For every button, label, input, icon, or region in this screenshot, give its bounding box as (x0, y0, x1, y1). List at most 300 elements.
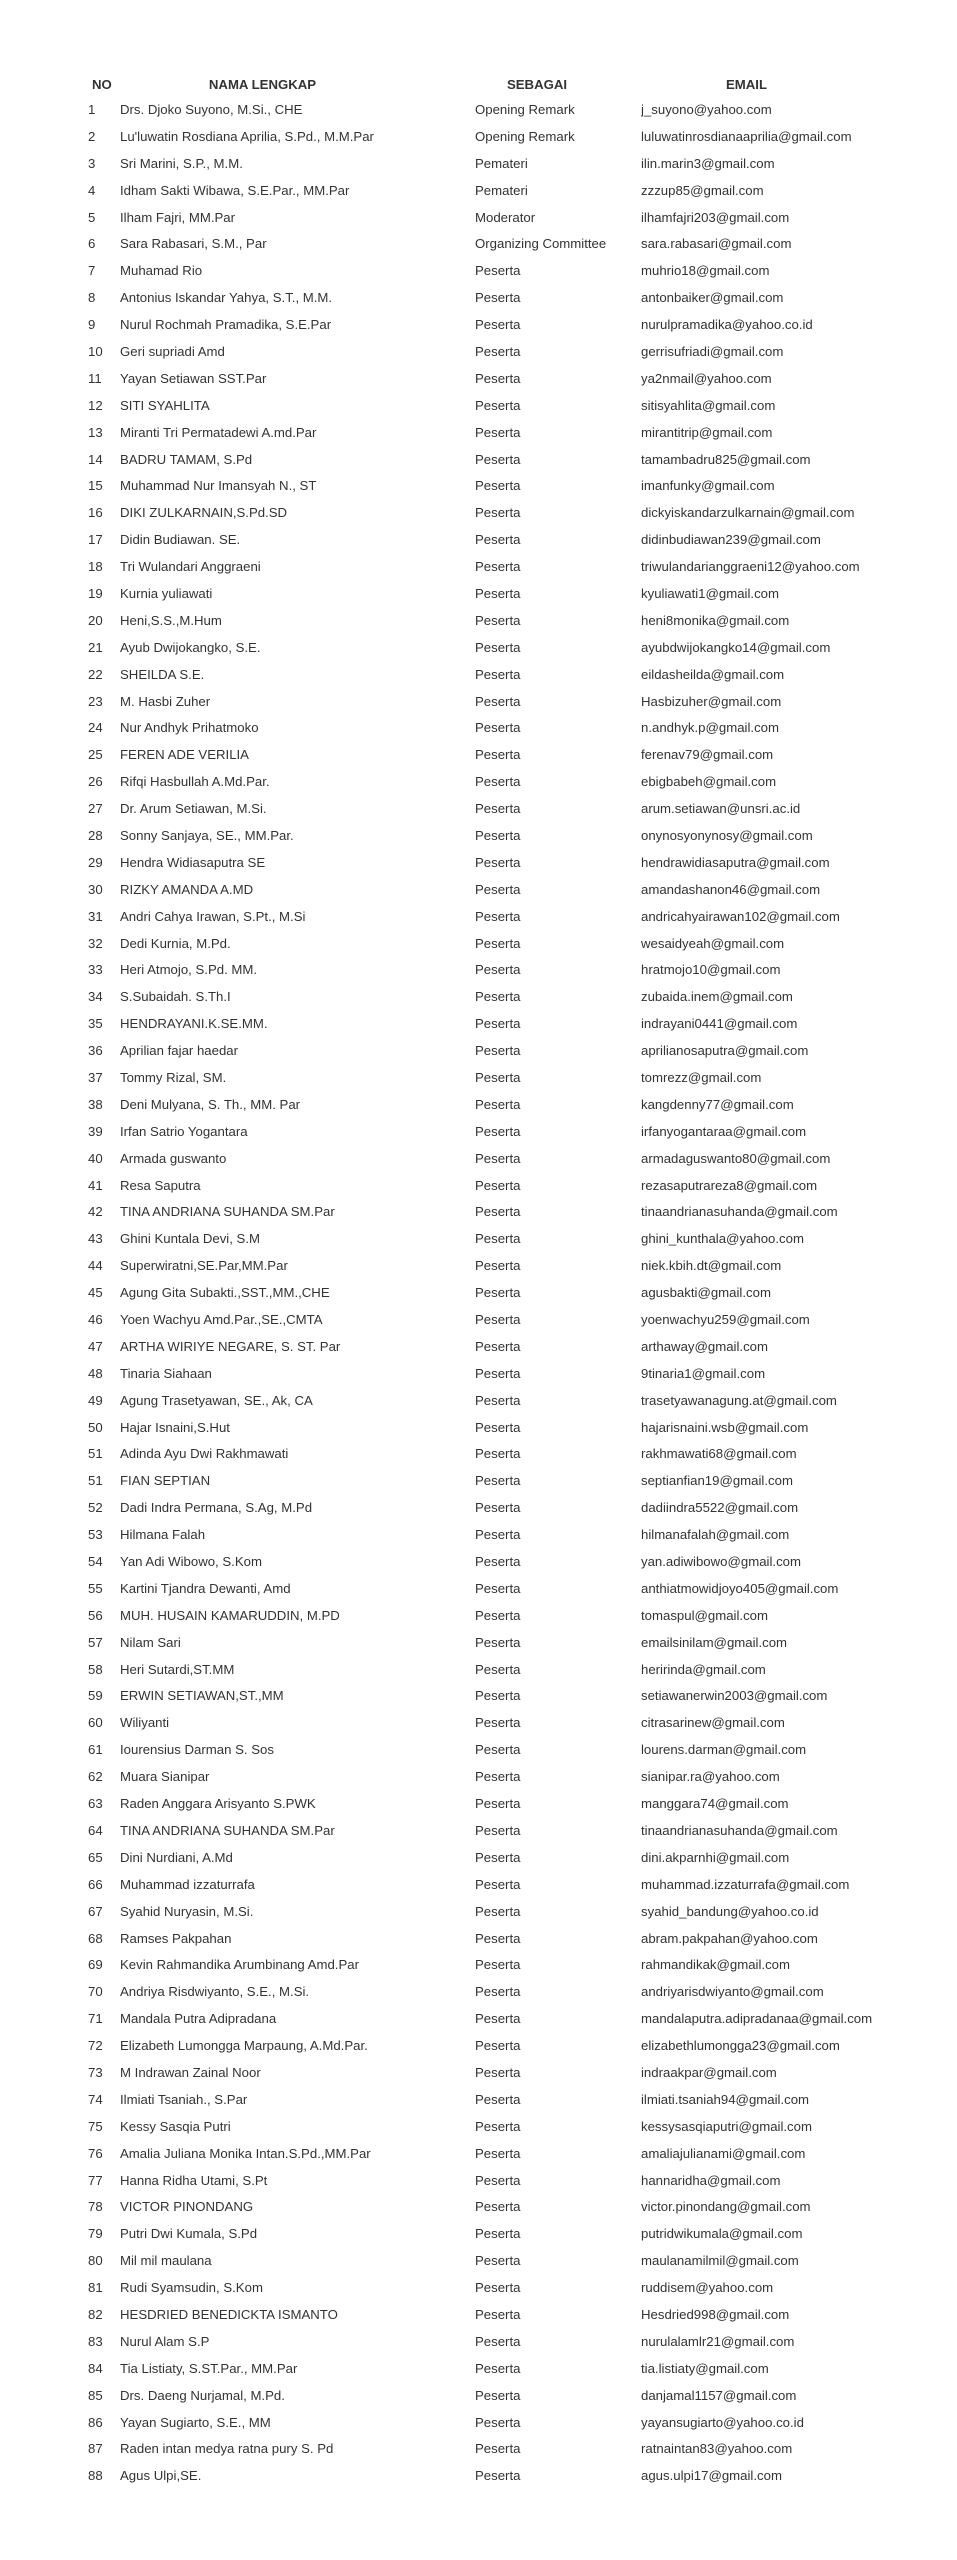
participant-name: Dini Nurdiani, A.Md (120, 1849, 233, 1865)
participant-name: Putri Dwi Kumala, S.Pd (120, 2226, 258, 2242)
participant-role: Peserta (475, 1527, 521, 1543)
table-row (84, 714, 892, 741)
participant-name: Hajar Isnaini,S.Hut (120, 1419, 230, 1435)
row-number: 86 (88, 2414, 103, 2430)
participant-role: Peserta (475, 1742, 521, 1758)
participant-name: MUH. HUSAIN KAMARUDDIN, M.PD (120, 1607, 340, 1623)
participant-name: Yayan Sugiarto, S.E., MM (120, 2414, 271, 2430)
table-row (84, 2462, 892, 2489)
participant-role: Peserta (475, 1634, 521, 1650)
participant-email: niek.kbih.dt@gmail.com (641, 1258, 782, 1274)
table-row (84, 338, 892, 365)
row-number: 70 (88, 1984, 103, 2000)
participant-name: Resa Saputra (120, 1177, 201, 1193)
row-number: 74 (88, 2091, 103, 2107)
table-row (84, 1145, 892, 1172)
participant-email: abram.pakpahan@yahoo.com (641, 1930, 818, 1946)
participant-role: Peserta (475, 1930, 521, 1946)
table-row (84, 177, 892, 204)
participant-role: Peserta (475, 1984, 521, 2000)
participant-email: j_suyono@yahoo.com (641, 101, 772, 117)
participant-name: Tinaria Siahaan (120, 1365, 212, 1381)
participant-email: rahmandikak@gmail.com (641, 1957, 790, 1973)
table-row (84, 446, 892, 473)
participant-role: Peserta (475, 1338, 521, 1354)
header-role: SEBAGAI (506, 76, 568, 92)
participant-name: Didin Budiawan. SE. (120, 532, 241, 548)
table-row (84, 2140, 892, 2167)
participant-name: FIAN SEPTIAN (120, 1473, 211, 1489)
participant-email: ferenav79@gmail.com (641, 747, 774, 763)
participant-email: sianipar.ra@yahoo.com (641, 1769, 780, 1785)
participant-email: tomrezz@gmail.com (641, 1070, 762, 1085)
table-row (84, 1010, 892, 1037)
participant-role: Peserta (475, 2038, 521, 2054)
participant-email: nurulalamlr21@gmail.com (641, 2333, 795, 2349)
participant-role: Peserta (475, 1312, 521, 1328)
participant-email: ilin.marin3@gmail.com (641, 155, 775, 171)
row-number: 14 (88, 451, 103, 467)
participant-table (84, 72, 892, 2489)
participant-email: sitisyahlita@gmail.com (641, 397, 776, 413)
participant-email: andricahyairawan102@gmail.com (641, 908, 840, 924)
participant-role: Peserta (475, 263, 521, 279)
row-number: 34 (88, 989, 103, 1005)
row-number: 16 (88, 505, 103, 521)
participant-role: Peserta (475, 478, 521, 494)
participant-name: Iourensius Darman S. Sos (120, 1742, 274, 1758)
table-row (84, 311, 892, 338)
participant-email: indrayani0441@gmail.com (641, 1016, 798, 1032)
row-number: 59 (88, 1688, 103, 1704)
participant-email: anthiatmowidjoyo405@gmail.com (641, 1580, 839, 1596)
row-number: 62 (88, 1769, 103, 1785)
row-number: 18 (88, 559, 103, 575)
table-row (84, 607, 892, 634)
row-number: 10 (88, 343, 103, 359)
row-number: 88 (88, 2468, 103, 2484)
row-number: 8 (88, 290, 96, 306)
row-number: 55 (88, 1580, 103, 1596)
row-number: 81 (88, 2280, 103, 2296)
table-row (84, 849, 892, 876)
participant-name: Ghini Kuntala Devi, S.M (120, 1231, 260, 1247)
participant-role: Organizing Committee (475, 236, 607, 252)
participant-role: Peserta (475, 1607, 521, 1623)
table-row (84, 1951, 892, 1978)
table-row (84, 553, 892, 580)
participant-email: ebigbabeh@gmail.com (641, 774, 777, 790)
participant-role: Peserta (475, 962, 521, 978)
participant-name: Nilam Sari (120, 1634, 181, 1650)
participant-name: Lu'luwatin Rosdiana Aprilia, S.Pd., M.M.Par (120, 128, 374, 144)
participant-email: putridwikumala@gmail.com (641, 2226, 803, 2242)
participant-email: triwulandarianggraeni12@yahoo.com (641, 559, 860, 575)
table-row (84, 2409, 892, 2436)
participant-email: rakhmawati68@gmail.com (641, 1446, 797, 1462)
row-number: 44 (88, 1258, 103, 1274)
participant-email: kangdenny77@gmail.com (641, 1096, 794, 1112)
participant-name: SHEILDA S.E. (120, 666, 205, 682)
participant-email: tinaandrianasuhanda@gmail.com (641, 1822, 838, 1838)
participant-name: Kartini Tjandra Dewanti, Amd (120, 1580, 291, 1596)
row-number: 45 (88, 1285, 103, 1301)
table-row (84, 688, 892, 715)
participant-email: muhrio18@gmail.com (641, 263, 770, 279)
row-number: 43 (88, 1231, 103, 1247)
row-number: 40 (88, 1150, 103, 1166)
table-row (84, 957, 892, 984)
participant-email: maulanamilmil@gmail.com (641, 2253, 799, 2269)
participant-email: ya2nmail@yahoo.com (641, 370, 772, 386)
table-row (84, 284, 892, 311)
row-number: 48 (88, 1365, 103, 1381)
row-number: 15 (88, 478, 103, 494)
row-number: 38 (88, 1096, 103, 1112)
participant-name: Heni,S.S.,M.Hum (120, 612, 222, 628)
participant-role: Peserta (475, 2145, 521, 2161)
participant-role: Peserta (475, 854, 521, 870)
participant-email: tinaandrianasuhanda@gmail.com (641, 1204, 838, 1220)
participant-email: amaliajulianami@gmail.com (641, 2145, 806, 2161)
participant-role: Peserta (475, 1661, 521, 1677)
row-number: 80 (88, 2253, 103, 2269)
table-row (84, 1575, 892, 1602)
table-row (84, 472, 892, 499)
participant-name: Yoen Wachyu Amd.Par.,SE.,CMTA (120, 1312, 323, 1328)
row-number: 12 (88, 397, 103, 413)
participant-role: Opening Remark (475, 101, 575, 117)
participant-email: nurulpramadika@yahoo.co.id (641, 317, 813, 333)
row-number: 31 (88, 908, 103, 924)
participant-email: septianfian19@gmail.com (641, 1473, 793, 1489)
row-number: 36 (88, 1043, 103, 1059)
table-row (84, 2328, 892, 2355)
participant-role: Peserta (475, 2441, 521, 2457)
row-number: 32 (88, 935, 103, 951)
participant-email: gerrisufriadi@gmail.com (641, 343, 784, 359)
row-number: 65 (88, 1849, 103, 1865)
row-number: 41 (88, 1177, 103, 1193)
participant-name: Drs. Daeng Nurjamal, M.Pd. (120, 2387, 285, 2403)
row-number: 29 (88, 854, 103, 870)
participant-role: Peserta (475, 317, 521, 333)
participant-name: Dadi Indra Permana, S.Ag, M.Pd (120, 1500, 313, 1516)
row-number: 64 (88, 1822, 103, 1838)
participant-name: VICTOR PINONDANG (120, 2199, 254, 2215)
row-number: 35 (88, 1016, 103, 1032)
row-number: 39 (88, 1123, 103, 1139)
participant-name: Mil mil maulana (120, 2253, 212, 2269)
participant-name: Hanna Ridha Utami, S.Pt (120, 2172, 268, 2188)
participant-role: Peserta (475, 2387, 521, 2403)
participant-role: Peserta (475, 1500, 521, 1516)
table-row (84, 499, 892, 526)
participant-role: Peserta (475, 1285, 521, 1301)
row-number: 83 (88, 2333, 103, 2349)
participant-name: Antonius Iskandar Yahya, S.T., M.M. (120, 290, 333, 306)
table-row (84, 2005, 892, 2032)
table-header (84, 72, 892, 96)
table-row (84, 392, 892, 419)
row-number: 9 (88, 317, 96, 333)
participant-email: ilhamfajri203@gmail.com (641, 209, 790, 225)
participant-role: Peserta (475, 801, 521, 817)
participant-email: onynosyonynosy@gmail.com (641, 827, 813, 843)
participant-name: Wiliyanti (120, 1715, 170, 1731)
table-row (84, 1709, 892, 1736)
participant-email: indraakpar@gmail.com (641, 2064, 777, 2080)
participant-role: Peserta (475, 1016, 521, 1032)
participant-role: Peserta (475, 1903, 521, 1919)
row-number: 87 (88, 2441, 103, 2457)
table-row (84, 2301, 892, 2328)
participant-email: elizabethlumongga23@gmail.com (641, 2038, 840, 2054)
participant-role: Peserta (475, 2226, 521, 2242)
participant-email: citrasarinew@gmail.com (641, 1715, 785, 1731)
participant-name: Hendra Widiasaputra SE (120, 854, 266, 870)
participant-role: Peserta (475, 1688, 521, 1704)
row-number: 21 (88, 639, 103, 655)
participant-email: ruddisem@yahoo.com (641, 2280, 774, 2296)
row-number: 76 (88, 2145, 103, 2161)
row-number: 79 (88, 2226, 103, 2242)
table-row (84, 1360, 892, 1387)
row-number: 54 (88, 1554, 103, 1570)
participant-name: M Indrawan Zainal Noor (120, 2064, 261, 2080)
table-row (84, 1118, 892, 1145)
participant-email: arthaway@gmail.com (641, 1338, 768, 1354)
participant-email: tia.listiaty@gmail.com (641, 2360, 769, 2376)
participant-role: Moderator (475, 209, 536, 225)
participant-role: Peserta (475, 585, 521, 601)
row-number: 6 (88, 236, 96, 252)
participant-name: Syahid Nuryasin, M.Si. (120, 1903, 254, 1919)
participant-name: Kevin Rahmandika Arumbinang Amd.Par (120, 1957, 359, 1973)
row-number: 84 (88, 2360, 103, 2376)
table-row (84, 1817, 892, 1844)
participant-email: zubaida.inem@gmail.com (641, 989, 793, 1005)
row-number: 24 (88, 720, 103, 736)
participant-name: TINA ANDRIANA SUHANDA SM.Par (120, 1204, 335, 1220)
row-number: 60 (88, 1715, 103, 1731)
participant-role: Peserta (475, 1150, 521, 1166)
participant-name: Miranti Tri Permatadewi A.md.Par (120, 424, 317, 440)
participant-email: tamambadru825@gmail.com (641, 451, 811, 467)
row-number: 51 (88, 1446, 103, 1462)
participant-role: Peserta (475, 1849, 521, 1865)
table-row (84, 230, 892, 257)
participant-email: manggara74@gmail.com (641, 1796, 789, 1812)
participant-role: Peserta (475, 2118, 521, 2134)
participant-role: Peserta (475, 451, 521, 467)
participant-role: Peserta (475, 532, 521, 548)
row-number: 78 (88, 2199, 103, 2215)
participant-role: Peserta (475, 1123, 521, 1139)
participant-role: Peserta (475, 2172, 521, 2188)
header-name: NAMA LENGKAP (208, 76, 317, 92)
participant-name: Yan Adi Wibowo, S.Kom (120, 1554, 262, 1570)
row-number: 4 (88, 182, 96, 198)
participant-role: Peserta (475, 881, 521, 897)
table-row (84, 2220, 892, 2247)
row-number: 42 (88, 1204, 103, 1220)
participant-role: Peserta (475, 1580, 521, 1596)
row-number: 23 (88, 693, 103, 709)
participant-email: didinbudiawan239@gmail.com (641, 532, 821, 548)
table-row (84, 1494, 892, 1521)
table-row (84, 1790, 892, 1817)
participant-email: n.andhyk.p@gmail.com (641, 720, 779, 736)
participant-role: Peserta (475, 370, 521, 386)
participant-name: Andriya Risdwiyanto, S.E., M.Si. (120, 1984, 310, 2000)
participant-email: heririnda@gmail.com (641, 1661, 766, 1677)
table-row (84, 1467, 892, 1494)
participant-role: Peserta (475, 1419, 521, 1435)
row-number: 75 (88, 2118, 103, 2134)
table-row (84, 2086, 892, 2113)
table-row (84, 96, 892, 123)
participant-email: yayansugiarto@yahoo.co.id (641, 2414, 804, 2430)
participant-email: 9tinaria1@gmail.com (641, 1365, 766, 1381)
table-row (84, 903, 892, 930)
participant-name: Sonny Sanjaya, SE., MM.Par. (120, 827, 294, 843)
participant-name: Heri Sutardi,ST.MM (120, 1661, 235, 1677)
header-row (84, 72, 892, 96)
participant-role: Peserta (475, 2414, 521, 2430)
participant-name: Muhammad Nur Imansyah N., ST (120, 478, 317, 494)
table-row (84, 204, 892, 231)
participant-email: agusbakti@gmail.com (641, 1285, 771, 1301)
participant-name: Raden Anggara Arisyanto S.PWK (120, 1796, 316, 1812)
participant-name: Sara Rabasari, S.M., Par (120, 236, 267, 252)
participant-email: irfanyogantaraa@gmail.com (641, 1123, 807, 1139)
participant-email: zzzup85@gmail.com (641, 182, 764, 198)
row-number: 82 (88, 2306, 103, 2322)
table-body (84, 96, 892, 2489)
row-number: 25 (88, 747, 103, 763)
participant-name: Tri Wulandari Anggraeni (120, 559, 261, 575)
row-number: 30 (88, 881, 103, 897)
table-row (84, 634, 892, 661)
participant-name: Idham Sakti Wibawa, S.E.Par., MM.Par (120, 182, 350, 198)
participant-role: Peserta (475, 2064, 521, 2080)
participant-name: Ilham Fajri, MM.Par (120, 209, 236, 225)
row-number: 1 (88, 101, 96, 117)
participant-email: armadaguswanto80@gmail.com (641, 1150, 831, 1166)
participant-email: yoenwachyu259@gmail.com (641, 1312, 810, 1328)
participant-email: aprilianosaputra@gmail.com (641, 1043, 809, 1059)
table-row (84, 257, 892, 284)
table-row (84, 1898, 892, 1925)
participant-role: Peserta (475, 1796, 521, 1812)
table-row (84, 365, 892, 392)
participant-name: Kessy Sasqia Putri (120, 2118, 231, 2134)
row-number: 72 (88, 2038, 103, 2054)
participant-role: Peserta (475, 397, 521, 413)
row-number: 7 (88, 263, 96, 279)
table-row (84, 1844, 892, 1871)
table-row (84, 1037, 892, 1064)
table-row (84, 2059, 892, 2086)
participant-email: ratnaintan83@yahoo.com (641, 2441, 793, 2457)
participant-name: Elizabeth Lumongga Marpaung, A.Md.Par. (120, 2038, 368, 2054)
participant-name: Sri Marini, S.P., M.M. (120, 155, 243, 171)
row-number: 51 (88, 1473, 103, 1489)
header-no: NO (92, 76, 112, 92)
row-number: 37 (88, 1070, 103, 1085)
participant-name: Geri supriadi Amd (120, 343, 225, 359)
participant-name: Adinda Ayu Dwi Rakhmawati (120, 1446, 289, 1462)
participant-role: Peserta (475, 1231, 521, 1247)
participant-name: HENDRAYANI.K.SE.MM. (120, 1016, 268, 1032)
table-row (84, 1602, 892, 1629)
participant-name: Hilmana Falah (120, 1527, 206, 1543)
participant-email: mirantitrip@gmail.com (641, 424, 773, 440)
participant-email: muhammad.izzaturrafa@gmail.com (641, 1876, 850, 1892)
participant-email: ayubdwijokangko14@gmail.com (641, 639, 831, 655)
participant-name: RIZKY AMANDA A.MD (120, 881, 254, 897)
table-row (84, 930, 892, 957)
table-row (84, 2167, 892, 2194)
table-row (84, 1279, 892, 1306)
participant-email: Hasbizuher@gmail.com (641, 693, 782, 709)
table-row (84, 768, 892, 795)
participant-role: Peserta (475, 1365, 521, 1381)
participant-name: Nurul Rochmah Pramadika, S.E.Par (120, 317, 332, 333)
table-row (84, 741, 892, 768)
table-row (84, 1629, 892, 1656)
row-number: 68 (88, 1930, 103, 1946)
participant-email: dickyiskandarzulkarnain@gmail.com (641, 505, 855, 521)
row-number: 33 (88, 962, 103, 978)
table-row (84, 150, 892, 177)
row-number: 28 (88, 827, 103, 843)
participant-email: imanfunky@gmail.com (641, 478, 775, 494)
participant-role: Peserta (475, 1876, 521, 1892)
participant-name: Dr. Arum Setiawan, M.Si. (120, 801, 267, 817)
participant-role: Peserta (475, 1715, 521, 1731)
row-number: 2 (88, 128, 96, 144)
participant-name: Deni Mulyana, S. Th., MM. Par (120, 1096, 301, 1112)
participant-email: hannaridha@gmail.com (641, 2172, 781, 2188)
participant-role: Peserta (475, 639, 521, 655)
table-row (84, 876, 892, 903)
participant-role: Peserta (475, 989, 521, 1005)
participant-role: Peserta (475, 827, 521, 843)
table-row (84, 1064, 892, 1091)
participant-name: Superwiratni,SE.Par,MM.Par (120, 1258, 288, 1274)
participant-name: Muhamad Rio (120, 263, 203, 279)
participant-email: eildasheilda@gmail.com (641, 666, 785, 682)
participant-name: Mandala Putra Adipradana (120, 2011, 277, 2027)
participant-email: amandashanon46@gmail.com (641, 881, 821, 897)
participant-role: Peserta (475, 1554, 521, 1570)
table-row (84, 1548, 892, 1575)
participant-role: Peserta (475, 1769, 521, 1785)
participant-name: Kurnia yuliawati (120, 585, 213, 601)
participant-name: Rudi Syamsudin, S.Kom (120, 2280, 263, 2296)
participant-role: Peserta (475, 1204, 521, 1220)
table-row (84, 123, 892, 150)
participant-role: Opening Remark (475, 128, 575, 144)
row-number: 50 (88, 1419, 103, 1435)
participant-name: Andri Cahya Irawan, S.Pt., M.Si (120, 908, 306, 924)
row-number: 20 (88, 612, 103, 628)
participant-role: Peserta (475, 1096, 521, 1112)
table-row (84, 1736, 892, 1763)
participant-name: Ilmiati Tsaniah., S.Par (120, 2091, 248, 2107)
